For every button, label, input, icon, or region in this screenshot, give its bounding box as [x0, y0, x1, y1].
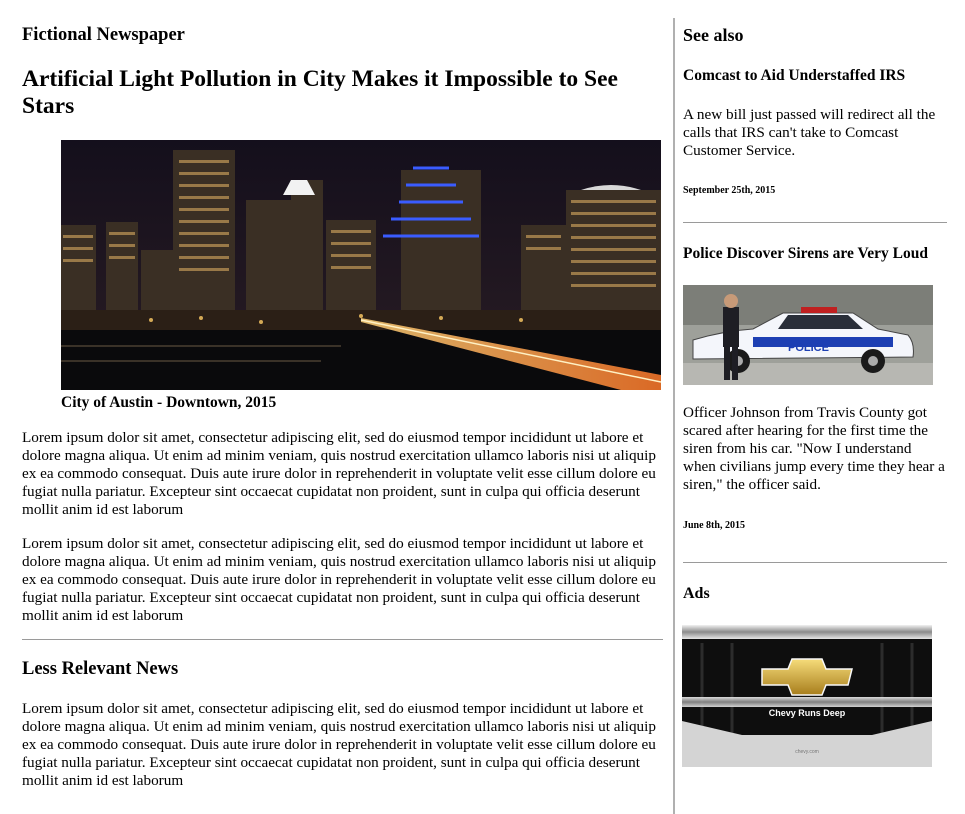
sidebar-article-date-1: September 25th, 2015 — [683, 185, 776, 196]
ad-url: chevy.com — [795, 749, 819, 755]
sidebar-divider-1 — [683, 222, 947, 223]
chevy-ad-banner[interactable] — [682, 625, 932, 767]
image-caption: City of Austin - Downtown, 2015 — [61, 394, 277, 411]
police-car-label: POLICE — [788, 342, 829, 354]
see-also-heading: See also — [683, 25, 744, 45]
less-relevant-news-heading: Less Relevant News — [22, 659, 179, 679]
article-headline: Artificial Light Pollution in City Makes it Impossible to See Stars — [22, 66, 618, 119]
police-car-image — [683, 285, 933, 385]
sidebar-divider-2 — [683, 562, 947, 563]
sidebar-article-body-1: A new bill just passed will redirect all the calls that IRS can't take to Comcast Customer Service. — [683, 106, 936, 159]
sidebar-article-title-2[interactable]: Police Discover Sirens are Very Loud — [683, 245, 928, 262]
ad-link[interactable] — [682, 625, 932, 767]
less-relevant-news-paragraph: Lorem ipsum dolor sit amet, consectetur adipiscing elit, sed do eiusmod tempor incididunt ut labore et dolore magna aliqua. Ut enim ad minim veniam, quis nostrud exercitation ullamco laboris nisi ut aliquip ex ea commodo consequat. Duis aute irure dolor in reprehenderit in voluptate velit esse cillum dolore eu fugiat nulla pariatur. Excepteur sint occaecat cupidatat non proident, sunt in culpa qui officia deserunt mollit anim id est laborum — [22, 700, 656, 789]
article-paragraph-1: Lorem ipsum dolor sit amet, consectetur adipiscing elit, sed do eiusmod tempor incididunt ut labore et dolore magna aliqua. Ut enim ad minim veniam, quis nostrud exercitation ullamco laboris nisi ut aliquip ex ea commodo consequat. Duis aute irure dolor in reprehenderit in voluptate velit esse cillum dolore eu fugiat nulla pariatur. Excepteur sint occaecat cupidatat non proident, sunt in culpa qui officia deserunt mollit anim id est laborum — [22, 429, 656, 518]
ad-tagline: Chevy Runs Deep — [768, 708, 846, 718]
sidebar-article-title-1[interactable]: Comcast to Aid Understaffed IRS — [683, 67, 906, 84]
sidebar-article-body-2: Officer Johnson from Travis County got scared after hearing for the first time the siren from his car. "Now I understand when civilians jump every time they hear a siren," the officer said. — [683, 404, 945, 493]
city-skyline-image — [61, 140, 661, 390]
column-divider — [673, 18, 675, 814]
section-divider — [22, 639, 663, 640]
sidebar-article-date-2: June 8th, 2015 — [683, 520, 745, 531]
newspaper-name: Fictional Newspaper — [22, 25, 185, 45]
ads-heading: Ads — [683, 585, 710, 602]
article-paragraph-2: Lorem ipsum dolor sit amet, consectetur adipiscing elit, sed do eiusmod tempor incididunt ut labore et dolore magna aliqua. Ut enim ad minim veniam, quis nostrud exercitation ullamco laboris nisi ut aliquip ex ea commodo consequat. Duis aute irure dolor in reprehenderit in voluptate velit esse cillum dolore eu fugiat nulla pariatur. Excepteur sint occaecat cupidatat non proident, sunt in culpa qui officia deserunt mollit anim id est laborum — [22, 535, 656, 624]
